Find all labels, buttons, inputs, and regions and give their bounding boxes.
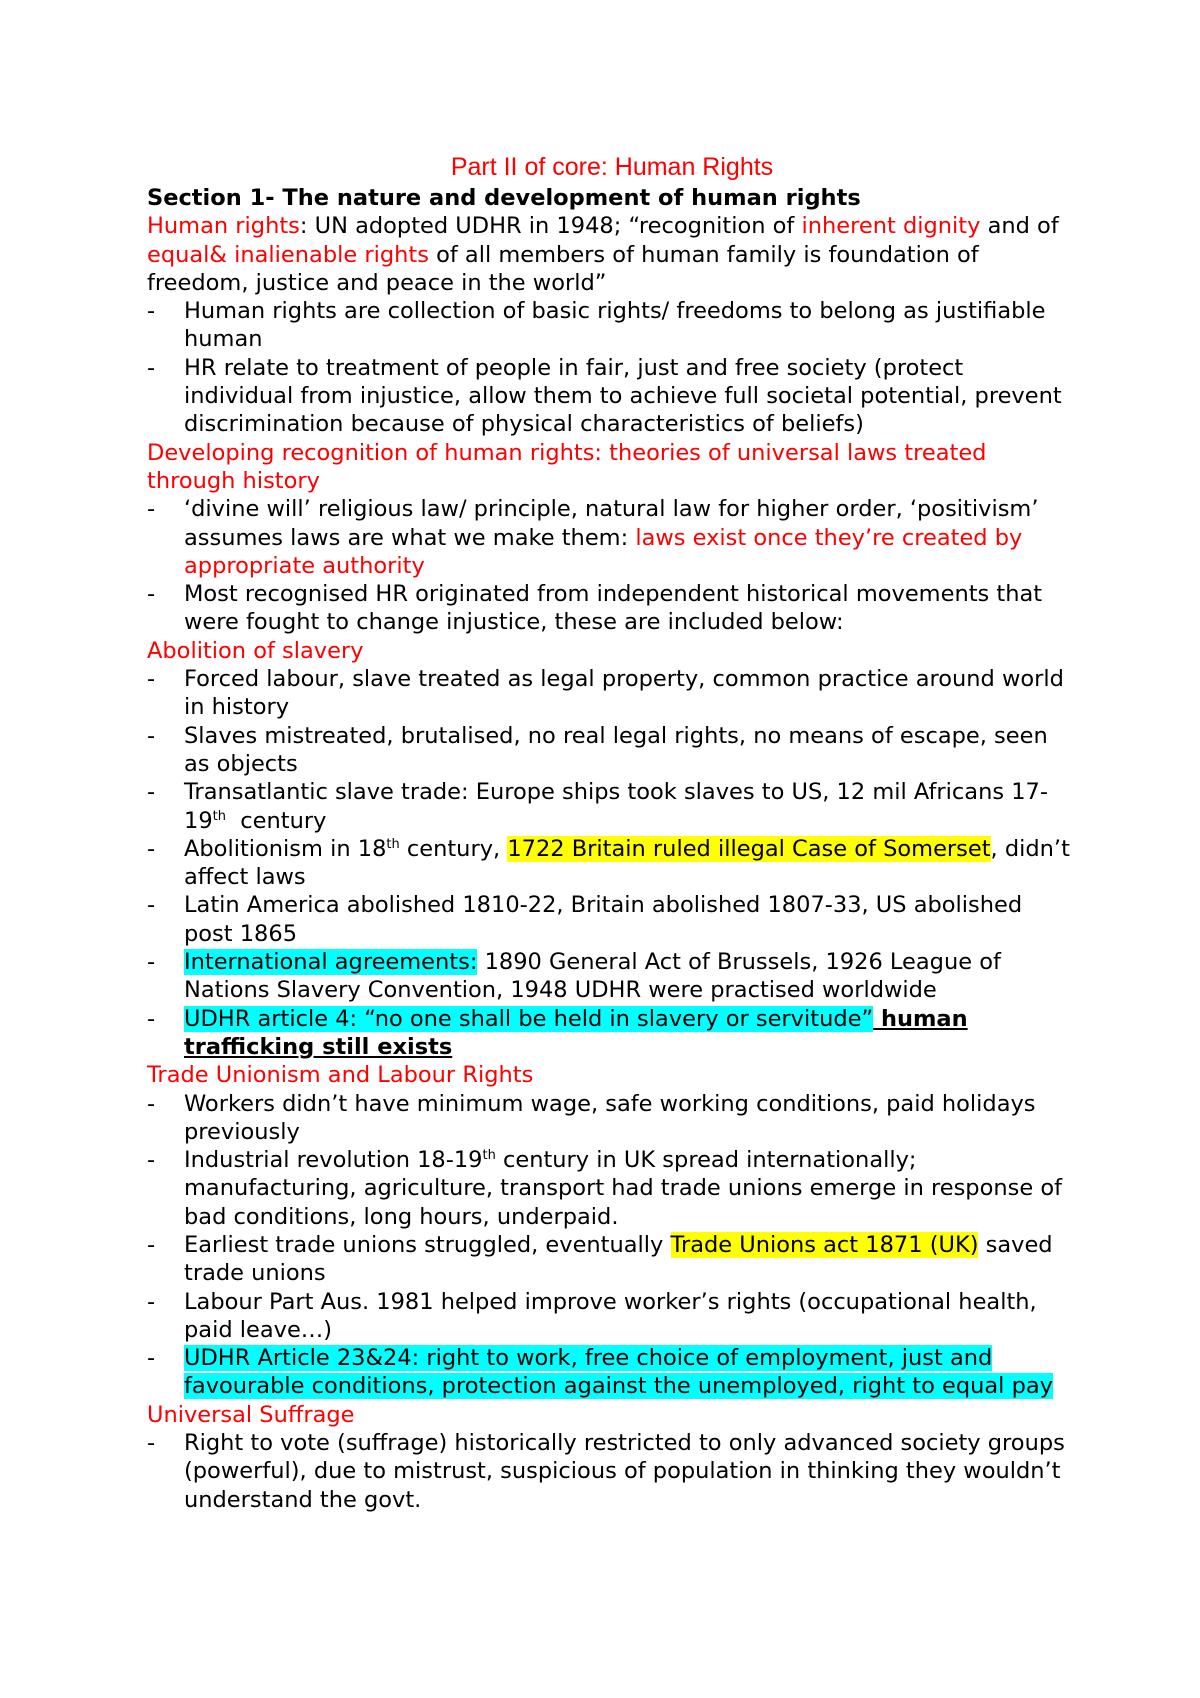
document-title: Part II of core: Human Rights	[450, 153, 774, 181]
bullet-dash: -	[147, 1288, 156, 1315]
bullet-dash: -	[147, 1090, 156, 1117]
list-item: - Abolitionism in 18th century, 1722 Britain ruled illegal Case of Somerset, didn’t affect laws	[147, 835, 1070, 891]
bullet-dash: -	[147, 298, 156, 325]
list-item: - Latin America abolished 1810-22, Britain abolished 1807-33, US abolished post 1865	[147, 892, 1023, 947]
list-item: - Workers didn’t have minimum wage, safe working conditions, paid holidays previously	[147, 1090, 1036, 1145]
bullet-dash: -	[147, 1147, 156, 1174]
list-item: - Right to vote (suffrage) historically restricted to only advanced society groups (powerful), due to mistrust, suspicious of population in thinking they wouldn’t understand the govt.	[147, 1430, 1065, 1513]
bullet-dash: -	[147, 666, 156, 693]
bullet-dash: -	[147, 892, 156, 919]
trafficking-note: human trafficking still exists	[184, 1005, 968, 1060]
heading-abolition-of-slavery: Abolition of slavery	[147, 637, 364, 664]
highlight-somerset: 1722 Britain ruled illegal Case of Somerset	[507, 835, 991, 862]
list-item: - HR relate to treatment of people in fair, just and free society (protect individual from injustice, allow them to achieve full societal potential, prevent discrimination because of physical characteristics of beliefs)	[147, 354, 1062, 438]
list-item	[147, 1344, 1077, 1401]
bullet-dash: -	[147, 722, 156, 749]
heading-universal-suffrage: Universal Suffrage	[147, 1401, 355, 1428]
list-item: - Industrial revolution 18-19th century in UK spread internationally; manufacturing, agriculture, transport had trade unions emerge in response of bad conditions, long hours, underpaid.	[147, 1147, 1063, 1230]
list-item: - Labour Part Aus. 1981 helped improve worker’s rights (occupational health, paid leave…)	[147, 1288, 1037, 1343]
list-item: - International agreements: 1890 General Act of Brussels, 1926 League of Nations Slavery Convention, 1948 UDHR were practised worldwide	[147, 949, 1001, 1004]
list-item: - ‘divine will’ religious law/ principle, natural law for higher order, ‘positivism’ assumes laws are what we make them: laws exist once they’re created by appropriate authority	[147, 496, 1039, 579]
list-item: - Transatlantic slave trade: Europe ships took slaves to US, 12 mil Africans 17-19th century	[147, 779, 1048, 834]
bullet-dash: -	[147, 779, 156, 806]
highlight-international-agreements: International agreements:	[184, 949, 478, 976]
bullet-dash: -	[147, 1231, 156, 1258]
bullet-dash: -	[147, 1430, 156, 1457]
bullet-dash: -	[147, 1345, 156, 1372]
bullet-dash: -	[147, 354, 156, 381]
heading-trade-unionism: Trade Unionism and Labour Rights	[147, 1062, 534, 1089]
intro-paragraph: Human rights: UN adopted UDHR in 1948; “recognition of inherent dignity and of equal& inalienable rights of all members of human family is foundation of freedom, justice and peace in the world”	[147, 213, 1059, 296]
highlight-trade-unions-act: Trade Unions act 1871 (UK)	[670, 1231, 979, 1258]
list-item: - Slaves mistreated, brutalised, no real legal rights, no means of escape, seen as objects	[147, 722, 1048, 777]
bullet-dash: -	[147, 835, 156, 862]
bullet-dash: -	[147, 1005, 156, 1032]
term-human-rights: Human rights	[147, 213, 300, 240]
highlight-udhr-article-23-24: UDHR Article 23&24: right to work, free choice of employment, just and favourable conditions, protection against the unemployed, right to equal pay	[184, 1345, 1053, 1400]
highlight-udhr-article-4: UDHR article 4: “no one shall be held in slavery or servitude”	[184, 1005, 874, 1032]
list-item	[147, 1005, 1077, 1062]
section-heading: Section 1- The nature and development of human rights	[147, 185, 861, 211]
document-page	[147, 150, 1077, 1514]
bullet-dash: -	[147, 949, 156, 976]
heading-developing-recognition: Developing recognition of human rights: theories of universal laws treated through history	[147, 439, 987, 494]
bullet-dash: -	[147, 496, 156, 523]
list-item: - Earliest trade unions struggled, eventually Trade Unions act 1871 (UK) saved trade unions	[147, 1231, 1053, 1287]
list-item: - Human rights are collection of basic rights/ freedoms to belong as justifiable human	[147, 298, 1046, 353]
list-item: - Most recognised HR originated from independent historical movements that were fought to change injustice, these are included below:	[147, 581, 1043, 636]
list-item: - Forced labour, slave treated as legal property, common practice around world in history	[147, 666, 1064, 721]
bullet-dash: -	[147, 581, 156, 608]
